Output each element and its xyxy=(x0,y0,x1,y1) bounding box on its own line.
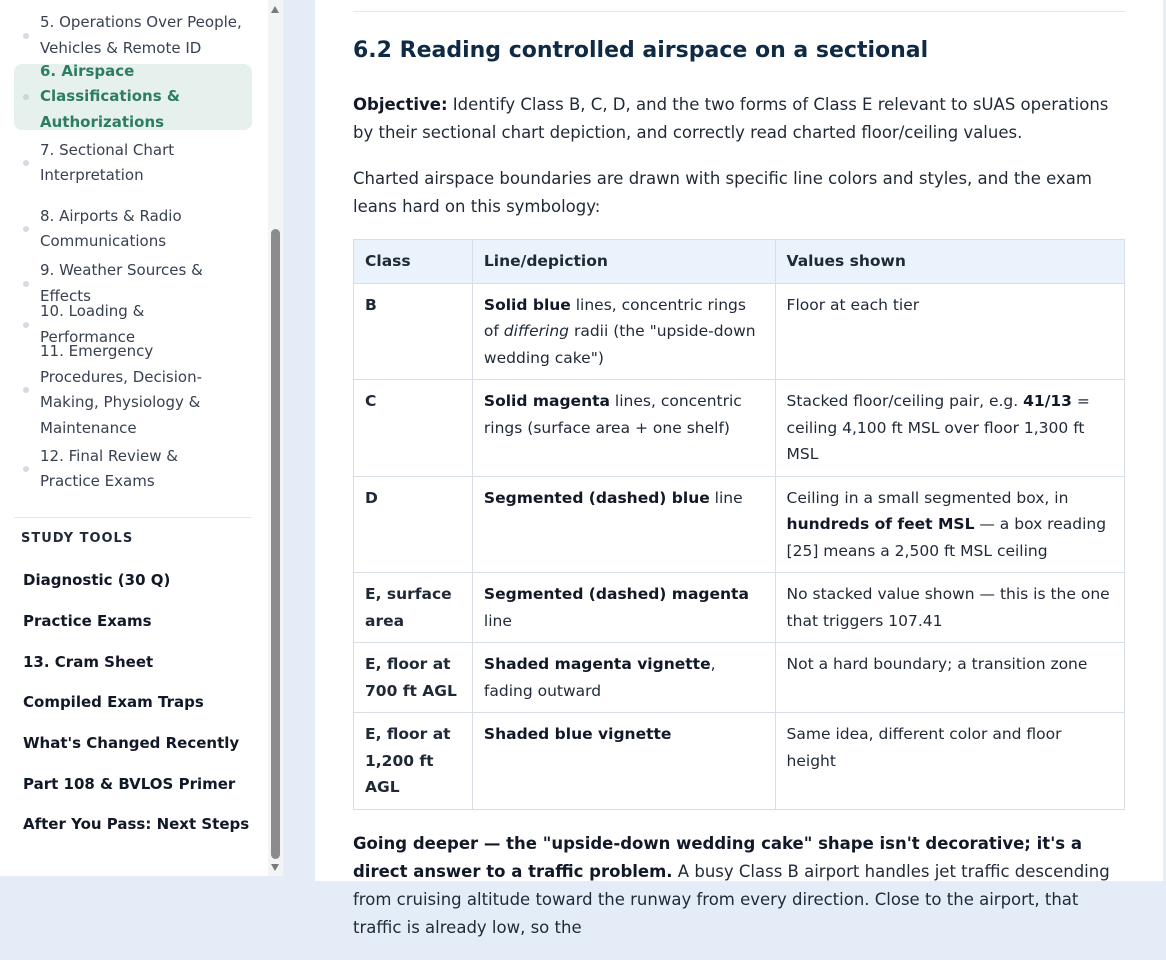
bullet-dot-icon xyxy=(23,322,29,328)
main-content xyxy=(315,0,1165,937)
depiction-cell xyxy=(472,643,775,713)
study-tool-link[interactable]: 13. Cram Sheet xyxy=(23,652,154,671)
sidebar-item[interactable] xyxy=(14,196,252,262)
objective-label: Objective: xyxy=(353,95,448,114)
bullet-dot-icon xyxy=(23,33,29,39)
sidebar xyxy=(0,0,283,876)
intro-paragraph: Charted airspace boundaries are drawn with specific line colors and styles, and the exam leans hard on this symbology: xyxy=(353,169,1092,216)
class-cell: E, floor at 700 ft AGL xyxy=(354,643,473,713)
going-deeper-paragraph xyxy=(353,830,1125,942)
sidebar-item-label: 11. Emergency Procedures, Decision-Making, Physiology & Maintenance xyxy=(40,342,202,437)
values-cell xyxy=(775,380,1124,477)
sidebar-item[interactable] xyxy=(14,5,252,66)
table-row xyxy=(354,380,1125,477)
table-row xyxy=(354,476,1125,573)
text: lines, concentric rings of xyxy=(483,295,746,340)
scroll-up-arrow-icon[interactable] xyxy=(271,6,279,13)
class-cell: C xyxy=(354,380,473,477)
bold-text: Solid blue xyxy=(483,295,571,314)
study-tools-heading: STUDY TOOLS xyxy=(21,531,134,546)
table-header-row xyxy=(354,240,1125,284)
column-header-depiction: Line/depiction xyxy=(472,240,775,284)
text: No stacked value shown — this is the one that triggers 107.41 xyxy=(786,585,1110,630)
text: line xyxy=(483,611,512,630)
class-cell: D xyxy=(354,476,473,573)
text: Not a hard boundary; a transition zone xyxy=(786,655,1088,673)
airspace-table xyxy=(353,239,1125,810)
bold-text: hundreds of feet MSL xyxy=(786,515,975,533)
sidebar-item-label: 9. Weather Sources & Effects xyxy=(40,261,203,305)
sidebar-item-label: 7. Sectional Chart Interpretation xyxy=(40,140,175,184)
text: , fading outward xyxy=(483,655,716,700)
text: — a box reading [25] means a 2,500 ft MSL ceiling xyxy=(786,515,1107,560)
text: Same idea, different color and floor height xyxy=(786,725,1062,770)
depiction-cell xyxy=(472,476,775,573)
scroll-down-arrow-icon[interactable] xyxy=(271,864,279,871)
text: = ceiling 4,100 ft MSL over floor 1,300 ft MSL xyxy=(786,392,1090,463)
table-row xyxy=(354,573,1125,643)
study-tool-link[interactable]: Part 108 & BVLOS Primer xyxy=(23,774,236,793)
sidebar-item[interactable] xyxy=(14,263,252,304)
study-tool-link[interactable]: Compiled Exam Traps xyxy=(23,693,204,712)
section-heading: 6.2 Reading controlled airspace on a sectional xyxy=(353,38,929,63)
bold-text: Shaded blue vignette xyxy=(483,725,672,743)
depiction-cell xyxy=(472,573,775,643)
divider xyxy=(14,517,252,518)
study-tool-link[interactable]: Diagnostic (30 Q) xyxy=(23,571,171,590)
sidebar-scrollbar[interactable] xyxy=(268,0,283,876)
sidebar-item[interactable] xyxy=(14,436,252,502)
values-cell xyxy=(775,283,1124,380)
column-header-values: Values shown xyxy=(775,240,1124,284)
bullet-dot-icon xyxy=(23,226,29,232)
sidebar-item-label: 6. Airspace Classifications & Authorizations xyxy=(40,61,180,131)
objective-text: Identify Class B, C, D, and the two forms of Class E relevant to sUAS operations by their sectional chart depiction, and correctly read charted floor/ceiling values. xyxy=(353,95,1109,142)
bullet-dot-icon xyxy=(23,94,29,100)
bold-text: Segmented (dashed) blue xyxy=(483,488,710,507)
text: lines, concentric rings (surface area + one shelf) xyxy=(483,392,742,437)
scroll-thumb[interactable] xyxy=(271,229,280,859)
sidebar-item[interactable] xyxy=(14,130,252,196)
values-cell xyxy=(775,713,1124,810)
study-tools-list xyxy=(14,560,252,845)
values-cell xyxy=(775,643,1124,713)
depiction-cell xyxy=(472,380,775,477)
sidebar-item-label: 10. Loading & Performance xyxy=(40,302,145,346)
depiction-cell xyxy=(472,283,775,380)
going-deeper-text: A busy Class B airport handles jet traffic descending from cruising altitude toward the runway from every direction. Close to the airport, that traffic is already low, so the xyxy=(353,861,1110,937)
bold-text: 41/13 xyxy=(1023,392,1072,410)
bold-text: Shaded magenta vignette xyxy=(483,655,711,673)
table-row xyxy=(354,713,1125,810)
values-cell xyxy=(775,476,1124,573)
divider xyxy=(353,11,1125,12)
bold-text: Segmented (dashed) magenta xyxy=(483,585,749,603)
class-cell: B xyxy=(354,283,473,380)
table-row xyxy=(354,643,1125,713)
bullet-dot-icon xyxy=(23,281,29,287)
text: Ceiling in a small segmented box, in xyxy=(786,488,1069,507)
text: line xyxy=(709,488,743,507)
bullet-dot-icon xyxy=(23,466,29,472)
study-tool-link[interactable]: Practice Exams xyxy=(23,612,152,631)
sidebar-item[interactable] xyxy=(14,344,252,436)
bold-text: Solid magenta xyxy=(483,392,610,410)
study-tool-link[interactable]: What's Changed Recently xyxy=(23,734,240,753)
depiction-cell xyxy=(472,713,775,810)
text: Stacked floor/ceiling pair, e.g. xyxy=(786,392,1024,410)
objective-paragraph xyxy=(353,91,1125,147)
sidebar-item-label: 12. Final Review & Practice Exams xyxy=(40,446,178,490)
class-cell: E, floor at 1,200 ft AGL xyxy=(354,713,473,810)
text: Floor at each tier xyxy=(786,295,920,314)
table-row xyxy=(354,283,1125,380)
class-cell: E, surface area xyxy=(354,573,473,643)
column-header-class: Class xyxy=(354,240,473,284)
study-tool-link[interactable]: After You Pass: Next Steps xyxy=(23,815,250,834)
text: radii (the "upside-down wedding cake") xyxy=(483,322,756,367)
italic-text: differing xyxy=(503,322,570,340)
sidebar-item-label: 8. Airports & Radio Communications xyxy=(40,206,182,250)
going-deeper-label: Going deeper — the "upside-down wedding cake" shape isn't decorative; it's a direct answer to a traffic problem. xyxy=(353,833,1082,881)
bullet-dot-icon xyxy=(23,160,29,166)
sidebar-item[interactable] xyxy=(14,61,252,131)
values-cell xyxy=(775,573,1124,643)
sidebar-item-label: 5. Operations Over People, Vehicles & Remote ID xyxy=(40,13,242,57)
bullet-dot-icon xyxy=(23,387,29,393)
